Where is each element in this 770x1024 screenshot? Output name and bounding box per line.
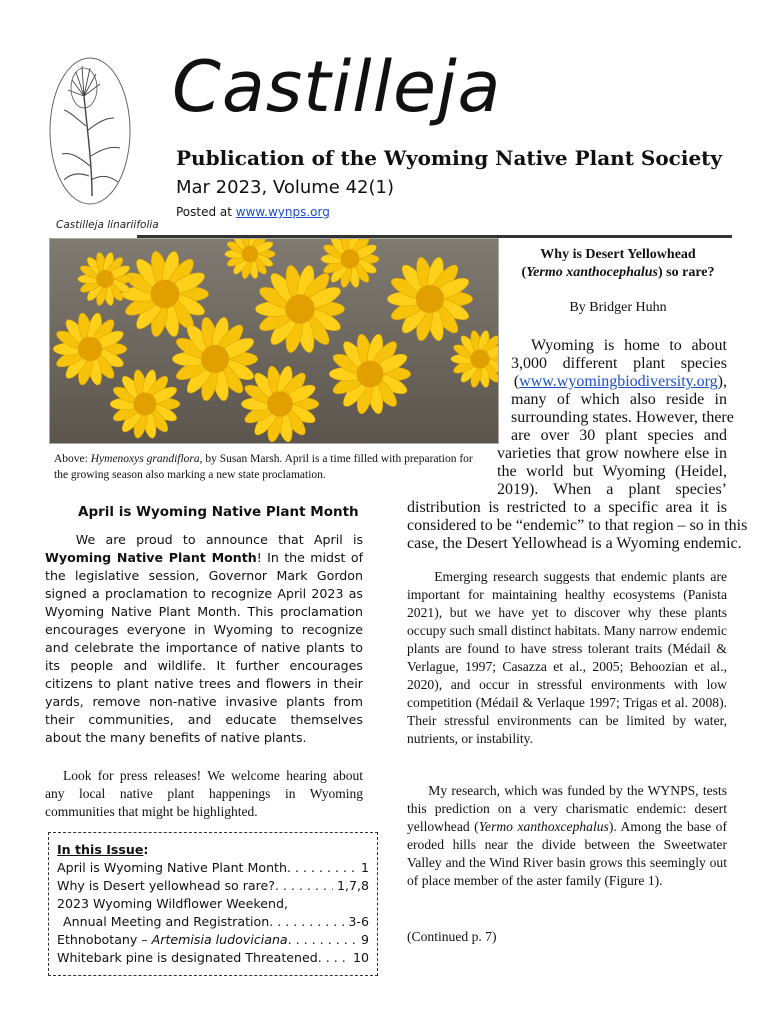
issue-date: Mar 2023, Volume 42(1) — [176, 177, 395, 198]
flower-photo — [49, 238, 499, 444]
publication-subtitle: Publication of the Wyoming Native Plant Society — [176, 146, 723, 170]
photo-caption: Above: Hymenoxys grandiflora, by Susan Marsh. April is a time filled with preparation for the growing season also marking a new state proclamation. — [54, 453, 473, 481]
toc-item[interactable]: Why is Desert yellowhead so rare? . . . 1,7,8 — [57, 877, 369, 895]
in-this-issue-box — [48, 832, 378, 976]
toc-item[interactable]: 2023 Wyoming Wildflower Weekend, — [57, 896, 289, 911]
toc-item[interactable]: Annual Meeting and Registration . . . 3-6 — [57, 913, 369, 931]
article-line: varieties that grow nowhere else in — [497, 445, 727, 462]
article-line: the world but Wyoming (Heidel, — [497, 463, 727, 480]
toc-item[interactable]: Whitebark pine is designated Threatened . . . 10 — [57, 949, 369, 967]
publication-title: Castilleja — [172, 46, 502, 128]
april-heading: April is Wyoming Native Plant Month — [78, 504, 359, 520]
posted-prefix: Posted at — [176, 205, 236, 219]
article-line: surrounding states. However, there — [511, 409, 734, 426]
logo-illustration — [48, 56, 132, 206]
article-line: (www.wyomingbiodiversity.org), — [513, 373, 727, 390]
article-line: 2019). When a plant species’ — [497, 481, 727, 498]
in-this-issue-heading: In this Issue: — [57, 842, 149, 857]
press-paragraph: Look for press releases! We welcome hearing about any local native plant happenings in Wyoming communities that might be highlighted. — [45, 768, 363, 819]
article-paragraph-3: My research, which was funded by the WYNPS, tests this prediction on a very charismatic endemic: desert yellowhead (Yermo xanthoxcephalus). Among the base of eroded hills near the divide between the Sweetwater Valley and the Wind River basin grows this seemingly out of place member of the aster family (Figure 1). — [407, 783, 727, 888]
logo-caption: Castilleja linariifolia — [56, 219, 159, 231]
toc-item[interactable]: April is Wyoming Native Plant Month . . . 1 — [57, 859, 369, 877]
article-line: considered to be “endemic” to that region – so in this — [407, 517, 748, 534]
continued-note: (Continued p. 7) — [407, 929, 497, 944]
article-line: 3,000 different plant species — [511, 355, 727, 372]
article-line: distribution is restricted to a specific area it is — [407, 499, 727, 516]
article-line: are over 30 plant species and — [511, 427, 727, 444]
april-paragraph: We are proud to announce that April is Wyoming Native Plant Month! In the midst of the legislative session, Governor Mark Gordon signed a proclamation to recognize April 2023 as Wyoming Native Plant Month. This proclamation encourages everyone in Wyoming to recognize and celebrate the importance of native plants to its people and wildlife. It further encourages citizens to plant native trees and flowers in their yards, remove non-native invasive plants from their communities, and educate themselves about the many benefits of native plants. — [45, 532, 364, 745]
article-line: case, the Desert Yellowhead is a Wyoming endemic. — [407, 535, 742, 552]
article-title: Why is Desert Yellowhead (Yermo xanthocephalus) so rare? — [521, 247, 715, 280]
article-paragraph-2: Emerging research suggests that endemic plants are important for maintaining healthy ecosystems (Panista 2021), but we have yet to discover why these plants occupy such small distinct habitats. Many narrow endemic plants are found to have stress tolerant traits (Médail & Verlague, 1997; Casazza et al., 2005; Behoozian et al., 2020), and occur in stressful environments with low competition (Médail & Verlaque 1997; Trigas et al. 2008). Their stressful environments can be limited by water, nutrients, or instability. — [407, 569, 727, 746]
posted-at — [176, 205, 330, 219]
website-link[interactable]: www.wynps.org — [235, 205, 330, 219]
article-line: many of which also reside in — [511, 391, 727, 408]
article-byline: By Bridger Huhn — [569, 300, 667, 315]
article-line: Wyoming is home to about — [531, 337, 727, 354]
toc-item[interactable]: Ethnobotany – Artemisia ludoviciana . . . 9 — [57, 931, 369, 949]
